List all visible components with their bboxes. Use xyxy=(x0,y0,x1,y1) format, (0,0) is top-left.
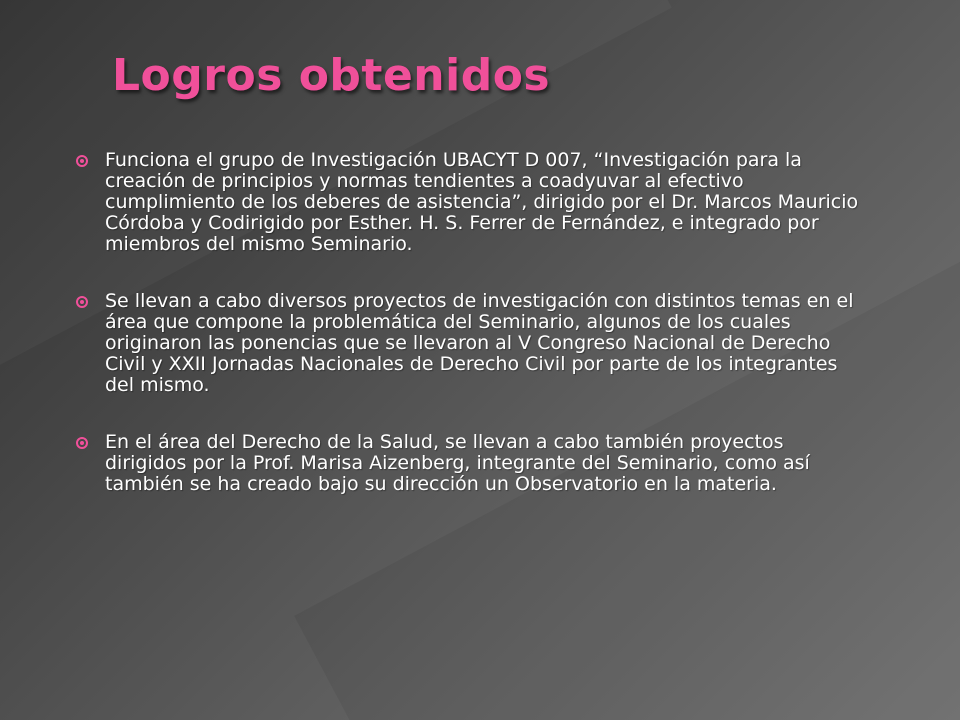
bullet-text: En el área del Derecho de la Salud, se llevan a cabo también proyectos dirigidos por la Prof. Marisa Aizenberg, integrante del Seminario, como así también se ha creado bajo su dirección un Observatorio en la materia. xyxy=(105,431,810,495)
bullet-item xyxy=(72,432,862,495)
bullet-list xyxy=(72,150,862,531)
bullet-icon xyxy=(76,437,88,449)
bullet-icon xyxy=(76,155,88,167)
bullet-text: Funciona el grupo de Investigación UBACYT D 007, “Investigación para la creación de principios y normas tendientes a coadyuvar al efectivo cumplimiento de los deberes de asistencia”, dirigido por el Dr. Marcos Mauricio Córdoba y Codirigido por Esther. H. S. Ferrer de Fernández, e integrado por miembros del mismo Seminario. xyxy=(105,149,859,255)
slide-title: Logros obtenidos xyxy=(112,50,551,101)
bullet-text: Se llevan a cabo diversos proyectos de investigación con distintos temas en el área que compone la problemática del Seminario, algunos de los cuales originaron las ponencias que se llevaron al V Congreso Nacional de Derecho Civil y XXII Jornadas Nacionales de Derecho Civil por parte de los integrantes del mismo. xyxy=(105,290,854,396)
bullet-icon xyxy=(76,296,88,308)
bullet-item xyxy=(72,291,862,396)
bullet-item xyxy=(72,150,862,255)
